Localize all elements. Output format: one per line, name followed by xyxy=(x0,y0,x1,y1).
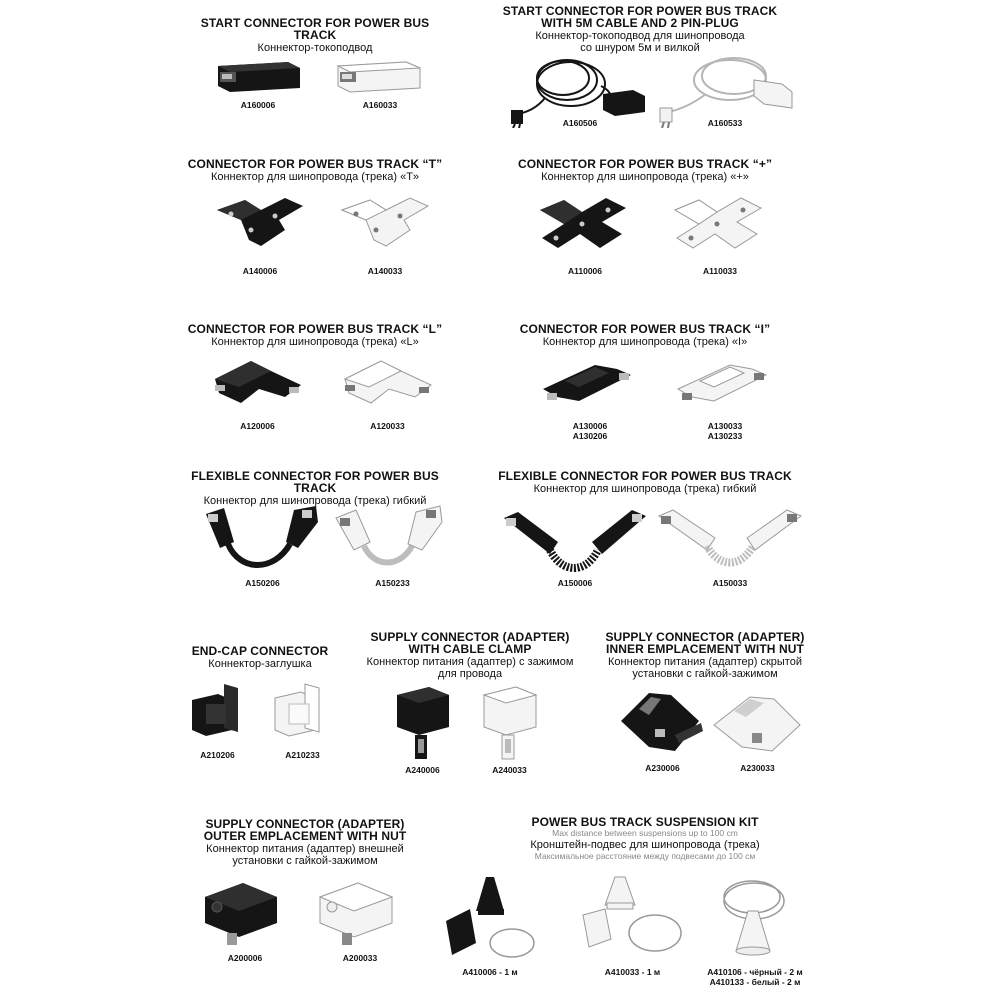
product-code: A120033 xyxy=(370,421,405,431)
product-a120006 xyxy=(205,355,310,431)
supply-connector-outer-white-image xyxy=(310,875,410,953)
section-supply-clamp xyxy=(345,631,595,680)
suspension-kit-black-image xyxy=(440,875,540,967)
section-suspension-kit xyxy=(470,816,820,861)
product-a410006 xyxy=(440,875,540,977)
start-connector-black-image xyxy=(208,58,308,100)
section-end-cap xyxy=(180,645,340,670)
product-code: A160533 xyxy=(707,118,743,128)
section-subtitle: Коннектор-токоподвод для шинопровода со шнуром 5м и вилкой xyxy=(535,30,745,54)
t-connector-white-image xyxy=(330,190,440,260)
product-code: A160006 xyxy=(240,100,276,110)
section-title: FLEXIBLE CONNECTOR FOR POWER BUS TRACK xyxy=(191,469,439,495)
section-note-ru: Максимальное расстояние между подвесами до 100 см xyxy=(534,851,756,861)
product-a150006 xyxy=(500,502,650,588)
product-code: A410033 - 1 м xyxy=(604,967,661,977)
supply-connector-clamp-black-image xyxy=(385,683,460,765)
product-code: A410106 - чёрный - 2 м A410133 - белый - 2 м xyxy=(707,967,803,987)
section-title: END-CAP CONNECTOR xyxy=(191,644,329,658)
product-a210206 xyxy=(180,680,255,760)
l-connector-black-image xyxy=(205,355,310,415)
start-connector-white-cable-image xyxy=(650,50,800,128)
product-code: A140006 xyxy=(242,266,278,276)
product-a110006 xyxy=(530,190,640,276)
section-connector-l xyxy=(180,323,450,348)
product-code: A210233 xyxy=(285,750,320,760)
t-connector-black-image xyxy=(205,190,315,260)
section-title: CONNECTOR FOR POWER BUS TRACK “L” xyxy=(187,322,443,336)
start-connector-black-cable-image xyxy=(505,50,655,128)
product-a240006 xyxy=(385,683,460,775)
section-title: CONNECTOR FOR POWER BUS TRACK “T” xyxy=(187,157,443,171)
product-code: A150033 xyxy=(712,578,748,588)
l-connector-white-image xyxy=(335,355,440,415)
product-code: A140033 xyxy=(367,266,403,276)
product-code: A110006 xyxy=(567,266,603,276)
supply-connector-inner-black-image xyxy=(615,685,710,763)
plus-connector-black-image xyxy=(530,190,640,260)
product-a160033 xyxy=(330,58,430,110)
product-a160006 xyxy=(208,58,308,110)
product-a140006 xyxy=(205,190,315,276)
section-note-en: Max distance between suspensions up to 100 cm xyxy=(552,828,738,838)
product-code: A200033 xyxy=(342,953,378,963)
plus-connector-white-image xyxy=(665,190,775,260)
section-title: FLEXIBLE CONNECTOR FOR POWER BUS TRACK xyxy=(498,469,792,483)
section-subtitle: Коннектор для шинопровода (трека) «I» xyxy=(542,336,748,348)
section-subtitle: Коннектор для шинопровода (трека) «T» xyxy=(210,171,420,183)
product-a240033 xyxy=(472,683,547,775)
i-connector-white-image xyxy=(670,355,780,417)
section-start-connector xyxy=(180,17,450,54)
supply-connector-outer-black-image xyxy=(195,875,295,953)
product-code: A150233 xyxy=(375,578,410,588)
flexible-connector-white-long-image xyxy=(655,502,805,578)
product-code: A120006 xyxy=(240,421,275,431)
section-title: START CONNECTOR FOR POWER BUS TRACK xyxy=(200,16,430,42)
product-a210233 xyxy=(265,680,340,760)
product-code: A410006 - 1 м xyxy=(462,967,518,977)
product-code: A240006 xyxy=(405,765,440,775)
suspension-kit-2m-image xyxy=(690,875,820,967)
section-title: SUPPLY CONNECTOR (ADAPTER) INNER EMPLACEMENT WITH NUT xyxy=(605,630,805,656)
product-a200033 xyxy=(310,875,410,963)
flexible-connector-white-short-image xyxy=(330,502,455,578)
end-cap-black-image xyxy=(180,680,255,748)
section-connector-i xyxy=(505,323,785,348)
product-code: A130006 A130206 xyxy=(572,421,608,441)
product-a130033 xyxy=(670,355,780,441)
product-code: A160033 xyxy=(362,100,398,110)
product-code: A110033 xyxy=(702,266,738,276)
product-code: A230006 xyxy=(645,763,680,773)
start-connector-white-image xyxy=(330,58,430,100)
section-subtitle: Коннектор для шинопровода (трека) «+» xyxy=(541,171,749,183)
product-a130006 xyxy=(535,355,645,441)
product-code: A150006 xyxy=(557,578,593,588)
product-code: A230033 xyxy=(740,763,775,773)
section-connector-t xyxy=(180,158,450,183)
section-flexible-connector-2 xyxy=(495,470,795,495)
product-a160506 xyxy=(505,50,655,128)
section-subtitle: Коннектор питания (адаптер) внешней установки с гайкой-зажимом xyxy=(206,843,404,867)
section-subtitle: Коннектор для шинопровода (трека) «L» xyxy=(211,336,419,348)
section-title: START CONNECTOR FOR POWER BUS TRACK WITH 5M CABLE AND 2 PIN-PLUG xyxy=(502,4,778,30)
product-a410033 xyxy=(575,875,690,977)
product-code: A240033 xyxy=(492,765,527,775)
section-subtitle: Кронштейн-подвес для шинопровода (трека) xyxy=(530,839,760,851)
flexible-connector-black-short-image xyxy=(200,502,325,578)
product-a150206 xyxy=(200,502,325,588)
i-connector-black-image xyxy=(535,355,645,417)
section-subtitle: Коннектор-токоподвод xyxy=(257,42,373,54)
supply-connector-clamp-white-image xyxy=(472,683,547,765)
product-a140033 xyxy=(330,190,440,276)
section-title: SUPPLY CONNECTOR (ADAPTER) WITH CABLE CLAMP xyxy=(370,630,570,656)
product-a110033 xyxy=(665,190,775,276)
product-a410106 xyxy=(690,875,820,987)
product-a230006 xyxy=(615,685,710,773)
product-code: A200006 xyxy=(227,953,263,963)
end-cap-white-image xyxy=(265,680,340,748)
product-a120033 xyxy=(335,355,440,431)
section-title: SUPPLY CONNECTOR (ADAPTER) OUTER EMPLACEMENT WITH NUT xyxy=(203,817,407,843)
product-a150033 xyxy=(655,502,805,588)
section-subtitle: Коннектор питания (адаптер) скрытой установки с гайкой-зажимом xyxy=(608,656,802,680)
flexible-connector-black-long-image xyxy=(500,502,650,578)
section-subtitle: Коннектор для шинопровода (трека) гибкий xyxy=(533,483,757,495)
supply-connector-inner-white-image xyxy=(710,685,805,763)
section-supply-outer xyxy=(180,818,430,867)
section-subtitle: Коннектор питания (адаптер) с зажимом для провода xyxy=(366,656,574,680)
product-code: A150206 xyxy=(245,578,280,588)
product-a160533 xyxy=(650,50,800,128)
product-code: A130033 A130233 xyxy=(707,421,743,441)
product-a200006 xyxy=(195,875,295,963)
section-title: CONNECTOR FOR POWER BUS TRACK “+” xyxy=(517,157,773,171)
section-connector-plus xyxy=(505,158,785,183)
section-title: POWER BUS TRACK SUSPENSION KIT xyxy=(531,815,759,829)
product-a150233 xyxy=(330,502,455,588)
section-subtitle: Коннектор-заглушка xyxy=(208,658,312,670)
product-a230033 xyxy=(710,685,805,773)
suspension-kit-white-image xyxy=(575,875,690,967)
section-supply-inner xyxy=(595,631,815,680)
section-start-connector-cable xyxy=(490,5,790,54)
section-subtitle: Коннектор для шинопровода (трека) гибкий xyxy=(203,495,427,507)
section-title: CONNECTOR FOR POWER BUS TRACK “I” xyxy=(519,322,771,336)
product-code: A160506 xyxy=(562,118,598,128)
product-code: A210206 xyxy=(200,750,235,760)
